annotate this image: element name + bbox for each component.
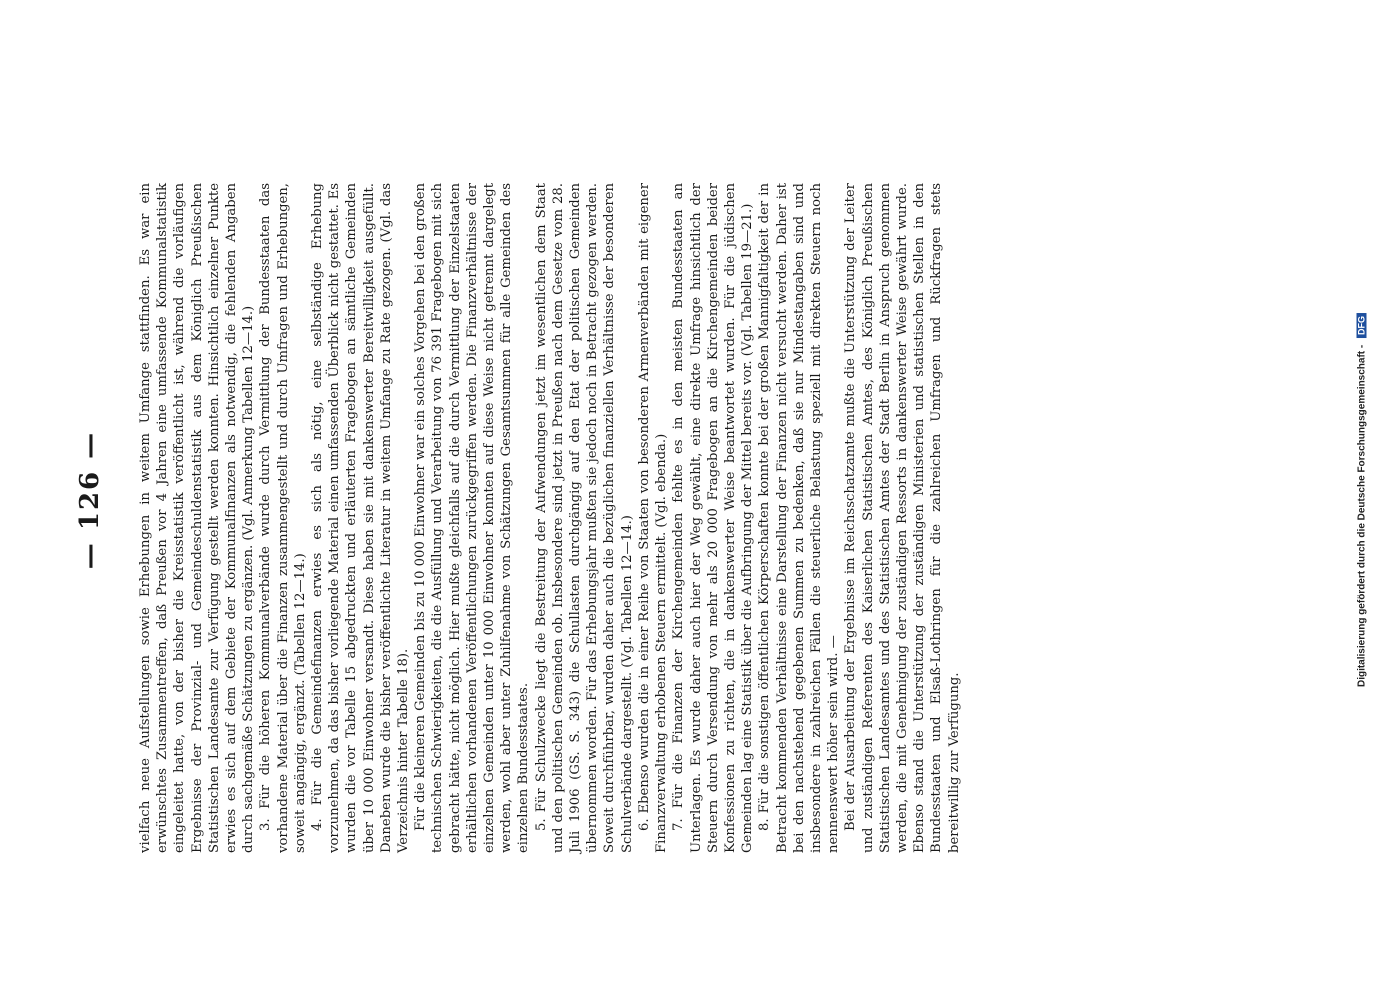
paragraph: 4. Für die Gemeindefinanzen erwies es sich als nötig, eine selbständige Erhebung vorzunehmen, da das bisher vorliegende Material einen umfassenden Überblick nicht gestattet. Es wurden die vor Tabelle 15 abgedruckten und erläuterten Fragebogen an sämtliche Gemeinden über 10 000 Einwohner versandt. Diese haben sie mit dankenswerter Bereitwilligkeit ausgefüllt. Daneben wurde die bisher veröffentlichte Literatur in weitem Umfange zu Rate gezogen. (Vgl. das Verzeichnis hinter Tabelle 18). <box>310 183 412 853</box>
credit-text: Digitalisierung gefördert durch die Deutsche Forschungsgemeinschaft - <box>1356 344 1368 688</box>
rotated-page <box>41 10 1341 990</box>
dfg-logo: DFG <box>1357 313 1367 338</box>
paragraph: Für die kleineren Gemeinden bis zu 10 000 Einwohner war ein solches Vorgehen bei den großen technischen Schwierigkeiten, die die Ausfüllung und Verarbeitung von 76 391 Fragebogen mit sich gebracht hätte, nicht möglich. Hier mußte gleichfalls auf die durch Vermittlung der Einzelstaaten erhältlichen vorhandenen Veröffentlichungen zurückgegriffen werden. Die Finanzverhältnisse der einzelnen Gemeinden unter 10 000 Einwohner konnten auf diese Weise nicht getrennt dargelegt werden, wohl aber unter Zuhilfenahme von Schätzungen Gesamtsummen für alle Gemeinden des einzelnen Bundesstaates. <box>413 183 532 853</box>
paragraph: 3. Für die höheren Kommunalverbände wurde durch Vermittlung der Bundesstaaten das vorhandene Material über die Finanzen zusammengestellt und durch Umfragen und Erhebungen, soweit angängig, ergänzt. (Tabellen 12—14.) <box>258 183 308 853</box>
paragraph: 7. Für die Finanzen der Kirchengemeinden fehlte es in den meisten Bundesstaaten an Unterlagen. Es wurde daher auch hier der Weg gewählt, eine direkte Umfrage hinsichtlich der Steuern durch Versendung von mehr als 20 000 Fragebogen an die Kirchengemeinden beider Konfessionen zu richten, die in dankenswerter Weise beantwortet wurden. Für die jüdischen Gemeinden lag eine Statistik über die Aufbringung der Mittel bereits vor. (Vgl. Tabellen 19—21.) <box>671 183 756 853</box>
page-number: — 126 — <box>75 430 105 570</box>
paragraph: 6. Ebenso wurden die in einer Reihe von Staaten von besonderen Armenverbänden mit eigener Finanzverwaltung erhobenen Steuern ermittelt. (Vgl. ebenda.) <box>636 183 670 853</box>
paragraph: 8. Für die sonstigen öffentlichen Körperschaften konnte bei der großen Mannigfaltigkeit der in Betracht kommenden Verhältnisse eine Darstellung der Finanzen nicht versucht werden. Daher ist bei den nachstehend gegebenen Summen zu bedenken, daß sie nur Mindestangaben sind und insbesondere in zahlreichen Fällen die steuerliche Belastung speziell mit direkten Steuern noch nennenswert höher sein wird. — <box>757 183 842 853</box>
paragraph: vielfach neue Aufstellungen sowie Erhebungen in weitem Umfange stattfinden. Es war ein erwünschtes Zusammentreffen, daß Preußen vor 4 Jahren eine umfassende Kommunalstatistik eingeleitet hatte, von der bisher die Kreisstatistik veröffentlicht ist, während die vorläufigen Ergebnisse der Provinzial- und Gemeindeschuldenstatistik aus dem Königlich Preußischen Statistischen Landesamte zur Verfügung gestellt werden konnten. Hinsichtlich einzelner Punkte erwies es sich auf dem Gebiete der Kommunalfinanzen als notwendig, die fehlenden Angaben durch sachgemäße Schätzungen zu ergänzen. (Vgl. Anmerkung Tabellen 12—14.) <box>138 183 257 853</box>
body-text <box>137 183 963 853</box>
digitization-credit <box>1357 313 1368 687</box>
paragraph: 5. Für Schulzwecke liegt die Bestreitung der Aufwendungen jetzt im wesentlichen dem Staat und den politischen Gemeinden ob. Insbesondere sind jetzt in Preußen nach dem Gesetze vom 28. Juli 1906 (GS. S. 343) die Schullasten durchgängig auf den Etat der politischen Gemeinden übernommen worden. Für das Erhebungsjahr mußten sie jedoch noch in Betracht gezogen werden. Soweit durchführbar, wurden daher auch die bezüglichen finanziellen Verhältnisse der besonderen Schulverbände dargestellt. (Vgl. Tabellen 12—14.) <box>533 183 635 853</box>
paragraph: Bei der Ausarbeitung der Ergebnisse im Reichsschatzamte mußte die Unterstützung der Leiter und zuständigen Referenten des Kaiserlichen Statistischen Amtes, des Königlich Preußischen Statistischen Landesamtes und des Statistischen Amtes der Stadt Berlin in Anspruch genommen werden, die mit Genehmigung der zuständigen Ressorts in dankenswerter Weise gewährt wurde. Ebenso stand die Unterstützung der zuständigen Ministerien und statistischen Stellen in den Bundesstaaten und Elsaß-Lothringen für die zahlreichen Umfragen und Rückfragen stets bereitwillig zur Verfügung. <box>843 183 962 853</box>
